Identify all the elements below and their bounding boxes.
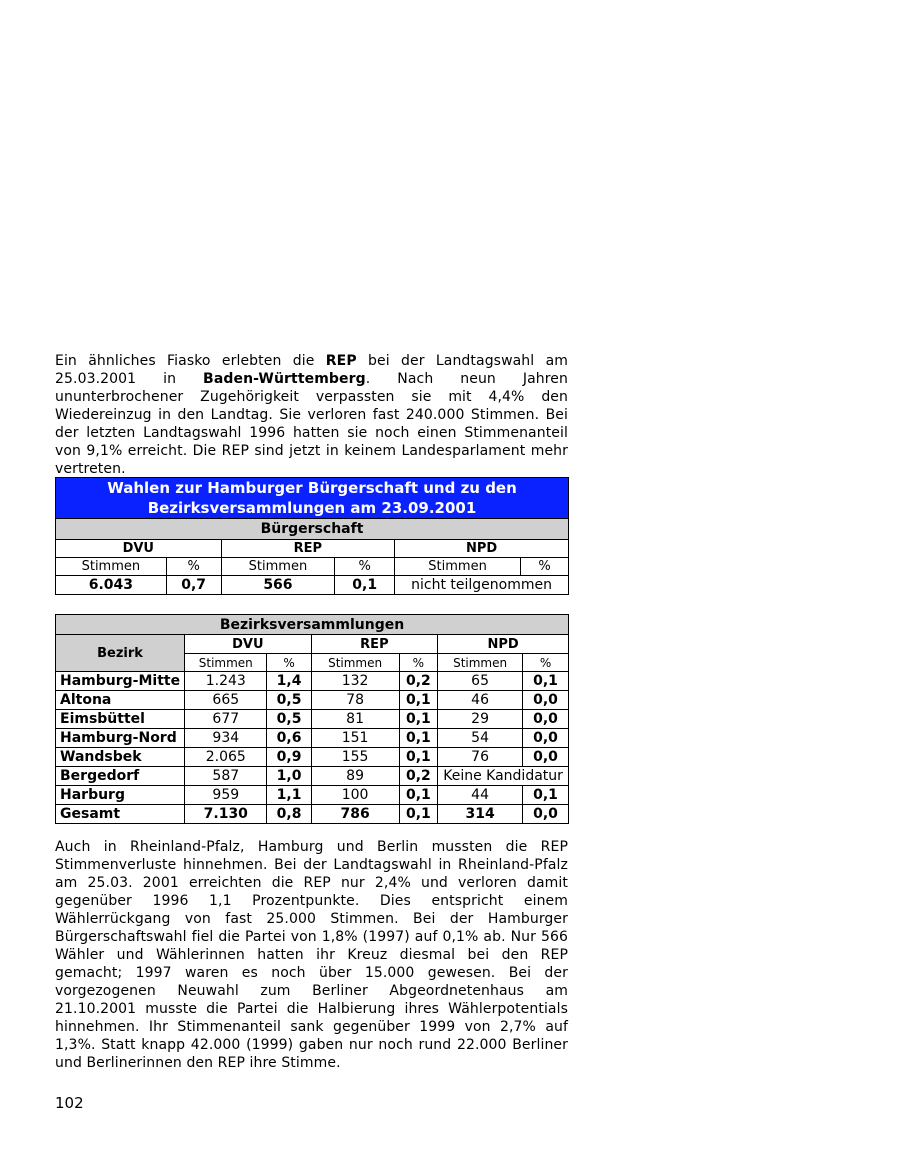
- npd-note: nicht teilgenommen: [395, 576, 569, 595]
- rep-stimmen: 155: [311, 748, 399, 767]
- bezirk-table: [55, 614, 569, 824]
- para1-text-3: . Nach neun Jahren ununterbrochener Zugehörigkeit verpassten sie mit 4,4% den Wiedereinzug in den Landtag. Sie verloren fast 240.000 Stimmen. Bei der letzten Landtagswahl 1996 hatten sie noch einen Stimmenanteil von 9,1% erreicht. Die REP sind jetzt in keinem Landesparlament mehr vertreten.: [55, 371, 568, 477]
- col-pct: %: [166, 558, 221, 576]
- dvu-stimmen: 934: [185, 729, 267, 748]
- npd-stimmen: 65: [438, 672, 523, 691]
- table-row: [56, 710, 569, 729]
- dvu-stimmen: 587: [185, 767, 267, 786]
- col-bezirk: Bezirk: [56, 635, 185, 672]
- npd-stimmen: 29: [438, 710, 523, 729]
- bezirk-name: Bergedorf: [56, 767, 185, 786]
- dvu-pct: 0,6: [267, 729, 311, 748]
- rep-pct: 0,1: [399, 805, 438, 824]
- rep-stimmen: 81: [311, 710, 399, 729]
- rep-stimmen: 151: [311, 729, 399, 748]
- table-row: [56, 691, 569, 710]
- bezirk-name: Hamburg-Nord: [56, 729, 185, 748]
- rep-stimmen: 132: [311, 672, 399, 691]
- para1-bold-rep: REP: [325, 353, 357, 369]
- rep-pct: 0,1: [399, 729, 438, 748]
- dvu-stimmen: 677: [185, 710, 267, 729]
- npd-pct: 0,1: [523, 672, 569, 691]
- bezirk-name: Hamburg-Mitte: [56, 672, 185, 691]
- rep-pct: 0,2: [399, 672, 438, 691]
- bezirk-name: Wandsbek: [56, 748, 185, 767]
- npd-pct: 0,0: [523, 710, 569, 729]
- col-stimmen: Stimmen: [395, 558, 521, 576]
- para1-text-2: bei der Landtagswahl am 25.03.2001 in: [55, 353, 568, 387]
- col-stimmen: Stimmen: [185, 654, 267, 672]
- bezirk-name: Eimsbüttel: [56, 710, 185, 729]
- rep-stimmen: 566: [221, 576, 335, 595]
- col-stimmen: Stimmen: [56, 558, 167, 576]
- rep-stimmen: 786: [311, 805, 399, 824]
- bezirk-name: Gesamt: [56, 805, 185, 824]
- dvu-pct: 0,7: [166, 576, 221, 595]
- buergerschaft-table: [55, 477, 569, 595]
- npd-pct: 0,1: [523, 786, 569, 805]
- rep-pct: 0,1: [399, 710, 438, 729]
- table-row: [56, 786, 569, 805]
- party-header-npd: NPD: [395, 540, 569, 558]
- col-pct: %: [523, 654, 569, 672]
- table-row: [56, 748, 569, 767]
- npd-stimmen: 54: [438, 729, 523, 748]
- para1-bold-state: Baden-Württemberg: [203, 371, 366, 387]
- npd-pct: 0,0: [523, 691, 569, 710]
- dvu-pct: 1,4: [267, 672, 311, 691]
- dvu-stimmen: 7.130: [185, 805, 267, 824]
- body-paragraph: Auch in Rheinland-Pfalz, Hamburg und Berlin mussten die REP Stimmenverluste hinnehmen. Bei der Landtagswahl in Rheinland-Pfalz am 25.03. 2001 erreichten die REP nur 2,4% und verloren damit gegenüber 1996 1,1 Prozentpunkte. Dies entspricht einem Wählerrückgang von fast 25.000 Stimmen. Bei der Hamburger Bürgerschaftswahl fiel die Partei von 1,8% (1997) auf 0,1% ab. Nur 566 Wähler und Wählerinnen hatten ihr Kreuz diesmal bei den REP gemacht; 1997 waren es noch über 15.000 gewesen. Bei der vorgezogenen Neuwahl zum Berliner Abgeordnetenhaus am 21.10.2001 musste die Partei die Halbierung ihres Wählerpotentials hinnehmen. Ihr Stimmenanteil sank gegenüber 1999 von 2,7% auf 1,3%. Statt knapp 42.000 (1999) gaben nur noch rund 22.000 Berliner und Berlinerinnen den REP ihre Stimme.: [55, 839, 568, 1071]
- dvu-stimmen: 665: [185, 691, 267, 710]
- npd-note: Keine Kandidatur: [438, 767, 569, 786]
- col-stimmen: Stimmen: [311, 654, 399, 672]
- table-row: [56, 767, 569, 786]
- party-header-rep: REP: [221, 540, 395, 558]
- rep-stimmen: 78: [311, 691, 399, 710]
- rep-pct: 0,1: [399, 748, 438, 767]
- rep-pct: 0,2: [399, 767, 438, 786]
- npd-stimmen: 46: [438, 691, 523, 710]
- party-header-rep: REP: [311, 635, 438, 654]
- dvu-stimmen: 959: [185, 786, 267, 805]
- npd-stimmen: 44: [438, 786, 523, 805]
- dvu-pct: 1,0: [267, 767, 311, 786]
- section-header-buergerschaft: Bürgerschaft: [56, 519, 569, 540]
- dvu-stimmen: 1.243: [185, 672, 267, 691]
- dvu-stimmen: 2.065: [185, 748, 267, 767]
- page-number: 102: [55, 1094, 84, 1112]
- npd-pct: 0,0: [523, 729, 569, 748]
- rep-pct: 0,1: [399, 786, 438, 805]
- rep-pct: 0,1: [335, 576, 395, 595]
- table-row: [56, 729, 569, 748]
- rep-stimmen: 100: [311, 786, 399, 805]
- table-row: [56, 805, 569, 824]
- npd-stimmen: 314: [438, 805, 523, 824]
- table-row: [56, 672, 569, 691]
- col-stimmen: Stimmen: [221, 558, 335, 576]
- party-header-dvu: DVU: [185, 635, 312, 654]
- para1-text-1: Ein ähnliches Fiasko erlebten die: [55, 353, 326, 369]
- table-title: Wahlen zur Hamburger Bürgerschaft und zu den Bezirksversammlungen am 23.09.2001: [56, 478, 569, 519]
- npd-pct: 0,0: [523, 805, 569, 824]
- col-pct: %: [521, 558, 569, 576]
- intro-paragraph: [55, 352, 568, 478]
- rep-stimmen: 89: [311, 767, 399, 786]
- npd-pct: 0,0: [523, 748, 569, 767]
- col-stimmen: Stimmen: [438, 654, 523, 672]
- dvu-pct: 0,5: [267, 710, 311, 729]
- dvu-pct: 0,5: [267, 691, 311, 710]
- col-pct: %: [335, 558, 395, 576]
- bezirk-name: Altona: [56, 691, 185, 710]
- rep-pct: 0,1: [399, 691, 438, 710]
- dvu-pct: 0,9: [267, 748, 311, 767]
- dvu-pct: 1,1: [267, 786, 311, 805]
- section-header-bezirk: Bezirksversammlungen: [56, 615, 569, 635]
- col-pct: %: [399, 654, 438, 672]
- col-pct: %: [267, 654, 311, 672]
- dvu-stimmen: 6.043: [56, 576, 167, 595]
- dvu-pct: 0,8: [267, 805, 311, 824]
- bezirk-name: Harburg: [56, 786, 185, 805]
- party-header-npd: NPD: [438, 635, 569, 654]
- party-header-dvu: DVU: [56, 540, 222, 558]
- npd-stimmen: 76: [438, 748, 523, 767]
